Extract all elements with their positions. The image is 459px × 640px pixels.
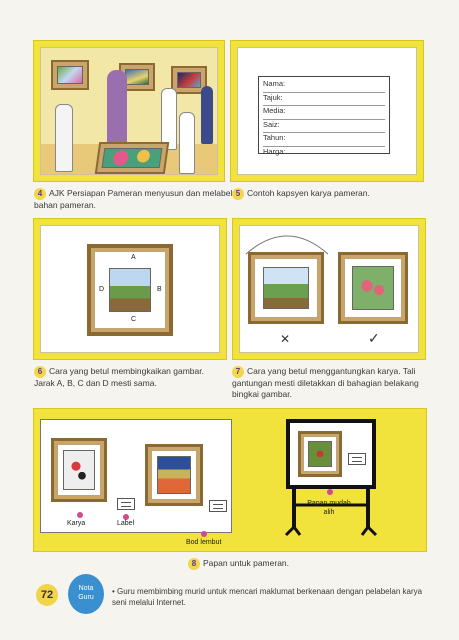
- letter-a: A: [131, 254, 136, 261]
- right-hanging-frame: [338, 252, 408, 324]
- field-tahun: Tahun:: [263, 133, 385, 147]
- panel-8: [33, 408, 427, 552]
- wrong-hanging-frame: [248, 252, 324, 324]
- field-tajuk: Tajuk:: [263, 93, 385, 107]
- pointer-papan: [327, 489, 333, 495]
- field-harga: Harga:: [263, 146, 286, 156]
- wall-painting-1: [51, 60, 89, 90]
- student-figure-1: [161, 88, 177, 150]
- label-label: Label: [117, 520, 135, 527]
- check-mark-icon: ✓: [368, 330, 380, 346]
- letter-b: B: [157, 286, 162, 293]
- letter-c: C: [131, 316, 137, 323]
- framed-picture: [87, 244, 173, 336]
- caption-8: [188, 558, 368, 570]
- field-nama: Nama:: [263, 79, 385, 93]
- label-karya: Karya: [67, 520, 86, 527]
- bullet-icon: •: [112, 587, 118, 596]
- hanging-diagram-area: [239, 225, 419, 353]
- field-saiz: Saiz:: [263, 120, 385, 134]
- caption-card-area: [237, 47, 417, 175]
- student-figure-2: [201, 86, 213, 144]
- caption-4-text: AJK Persiapan Pameran menyusun dan melabel bahan pameran.: [34, 188, 233, 210]
- student-figure-4: [179, 112, 195, 174]
- label-bod-lembut: Bod lembut: [186, 539, 222, 546]
- student-figure-3: [55, 104, 73, 172]
- carried-painting: [95, 142, 169, 174]
- label-card-1: [117, 498, 135, 510]
- panel-4: [33, 40, 225, 182]
- pointer-karya: [77, 512, 83, 518]
- caption-card: [258, 76, 390, 154]
- caption-8-number: 8: [188, 558, 200, 570]
- village-picture: [109, 268, 151, 312]
- soft-board: [40, 419, 232, 533]
- portable-board: [286, 419, 376, 489]
- caption-8-text: Papan untuk pameran.: [203, 558, 290, 568]
- caption-5: [232, 188, 432, 200]
- nota-guru-badge: [68, 574, 104, 614]
- caption-6: [34, 366, 224, 389]
- exhibition-scene: [40, 47, 218, 175]
- artwork-1: [51, 438, 107, 502]
- pointer-bod: [201, 531, 207, 537]
- caption-7-number: 7: [232, 366, 244, 378]
- board-stand: [276, 487, 386, 547]
- page-number: 72: [40, 589, 54, 601]
- artwork-2: [145, 444, 203, 506]
- caption-4: [34, 188, 234, 211]
- badge-line-1: Nota: [78, 585, 94, 592]
- framing-diagram-area: [40, 225, 220, 353]
- teacher-note-text: Guru membimbing murid untuk mencari maklumat berkenaan dengan pelabelan karya seni melalui Internet.: [112, 587, 423, 607]
- teacher-note: [112, 586, 428, 608]
- panel-6: [33, 218, 227, 360]
- teacher-figure: [107, 70, 127, 150]
- caption-7-text: Cara yang betul menggantungkan karya. Tali gantungan mesti diletakkan di bahagian belakang bingkai gambar.: [232, 366, 419, 399]
- field-media: Media:: [263, 106, 385, 120]
- caption-5-number: 5: [232, 188, 244, 200]
- panel-7: [232, 218, 426, 360]
- artwork-3: [298, 431, 342, 477]
- label-card-2: [209, 500, 227, 512]
- badge-line-2: Guru: [78, 594, 94, 601]
- letter-d: D: [99, 286, 105, 293]
- panel-5: [230, 40, 424, 182]
- page-number-badge: [36, 584, 58, 606]
- mat-board: [94, 251, 166, 329]
- caption-5-text: Contoh kapsyen karya pameran.: [247, 188, 370, 198]
- caption-7: [232, 366, 426, 400]
- caption-4-number: 4: [34, 188, 46, 200]
- wrong-mark-icon: ✕: [280, 332, 291, 346]
- label-card-3: [348, 453, 366, 465]
- label-papan: Papan mudah alih: [307, 500, 351, 516]
- caption-6-number: 6: [34, 366, 46, 378]
- caption-6-text: Cara yang betul membingkaikan gambar. Jarak A, B, C dan D mesti sama.: [34, 366, 204, 388]
